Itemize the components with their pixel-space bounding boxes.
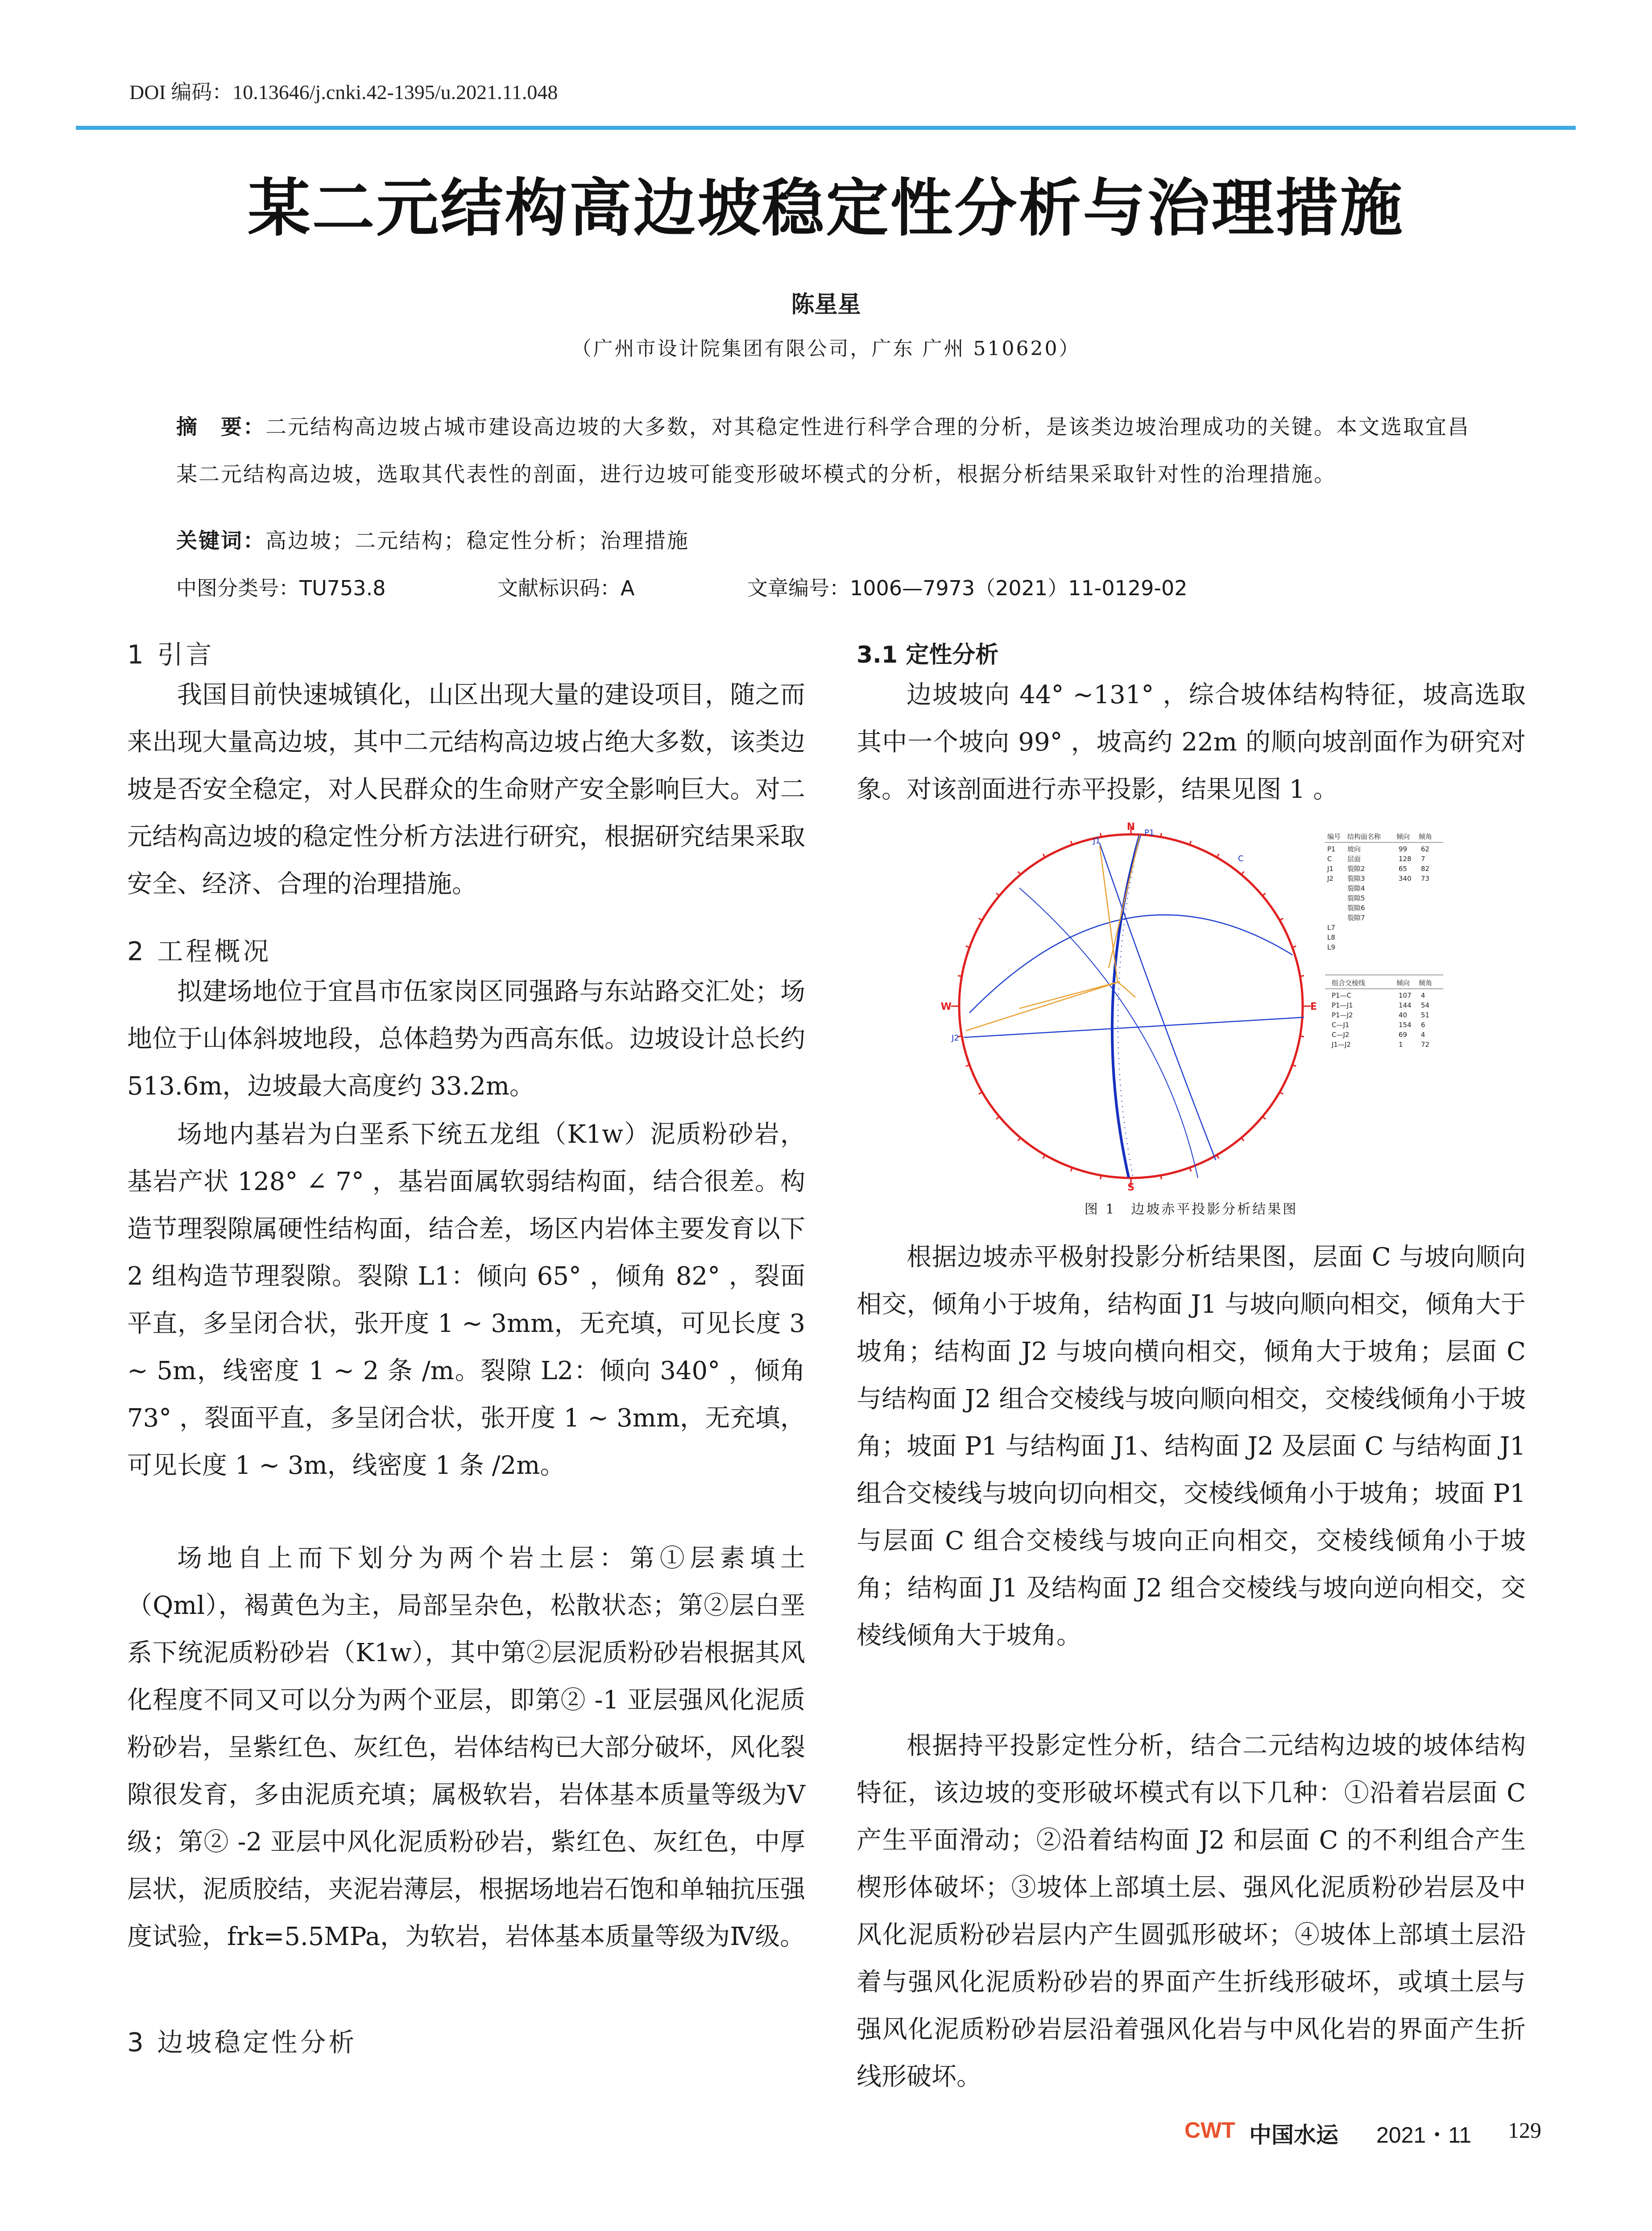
article-title: 某二元结构高边坡稳定性分析与治理措施 xyxy=(248,172,1404,245)
t1-r5-c1: 裂隙5 xyxy=(1347,894,1365,902)
t2-r5-c0: J1—J2 xyxy=(1332,1041,1351,1049)
t2-r3-c0: C—J1 xyxy=(1332,1021,1350,1029)
tick-220 xyxy=(1018,1138,1021,1141)
tick-100 xyxy=(1300,1036,1304,1037)
section-1-title: 1 引言 xyxy=(127,639,215,670)
tick-130 xyxy=(1263,1116,1266,1119)
footer-brand-cwt: CWT xyxy=(1184,2118,1235,2143)
t1-r3-c2: 340 xyxy=(1399,875,1412,883)
doi-line: DOI 编码：10.13646/j.cnki.42-1395/u.2021.11.048 xyxy=(129,81,558,104)
t1-r2-c0: J1 xyxy=(1327,865,1333,873)
t1-r3-c3: 73 xyxy=(1421,875,1430,883)
t2-r5-c2: 72 xyxy=(1421,1041,1430,1049)
t1-r1-c2: 128 xyxy=(1399,855,1412,863)
tick-10 xyxy=(1161,833,1162,837)
keywords-label: 关键词： xyxy=(176,529,265,553)
tick-60 xyxy=(1279,918,1283,921)
t2-r3-c1: 154 xyxy=(1399,1021,1412,1029)
t2-h-dipdir: 倾向 xyxy=(1396,979,1410,987)
t2-h-dip: 倾角 xyxy=(1419,979,1433,987)
t1-r9-c0: L8 xyxy=(1327,933,1335,941)
t2-r4-c0: C—J2 xyxy=(1332,1031,1350,1039)
primitive-circle xyxy=(959,834,1303,1178)
tick-330 xyxy=(1043,854,1045,858)
t2-r2-c2: 51 xyxy=(1421,1011,1430,1019)
compass-south-label: S xyxy=(1127,1182,1134,1191)
t2-r1-c0: P1—J1 xyxy=(1332,1001,1353,1009)
t1-r0-c2: 99 xyxy=(1399,845,1408,853)
t1-r10-c0: L9 xyxy=(1327,943,1335,951)
t2-r0-c1: 107 xyxy=(1399,991,1412,999)
degree-ticks xyxy=(951,826,1311,1186)
article-number: 文章编号：1006—7973（2021）11-0129-02 xyxy=(747,576,1188,600)
t1-r0-c1: 坡向 xyxy=(1347,845,1361,853)
tick-210 xyxy=(1043,1155,1045,1158)
footer-issue-date: 2021・11 xyxy=(1376,2123,1472,2148)
tick-320 xyxy=(1018,871,1021,875)
tick-40 xyxy=(1241,871,1244,875)
tick-140 xyxy=(1241,1138,1244,1141)
t1-h-id: 编号 xyxy=(1327,833,1341,841)
keywords-text: 高边坡；二元结构；稳定性分析；治理措施 xyxy=(265,529,689,553)
t1-h-dipdir: 倾向 xyxy=(1396,833,1410,841)
t1-r2-c2: 65 xyxy=(1399,865,1408,873)
intersection-line-table xyxy=(1325,975,1443,1049)
t1-r3-c0: J2 xyxy=(1327,875,1333,883)
section-3-1-paragraph-2: 根据边坡赤平极射投影分析结果图，层面 C 与坡向顺向相交，倾角小于坡角，结构面 J1 与坡向顺向相交，倾角大于坡角；结构面 J2 与坡向横向相交，倾角大于坡角；层面 C 与结构面 J2 组合交棱线与坡向顺向相交，交棱线倾角小于坡角；坡面 P1 与结构面 J1、结构面 J2 及层面 C 与结构面 J1 组合交棱线与坡向切向相交，交棱线倾角小于坡角；坡面 P1 与层面 C 组合交棱线与坡向正向相交，交棱线倾角小于坡角；结构面 J1 及结构面 J2 组合交棱线与坡向逆向相交，交棱线倾角大于坡角。 xyxy=(857,1243,1526,1650)
abstract-label: 摘 要： xyxy=(176,415,265,440)
t1-r3-c1: 裂隙3 xyxy=(1347,875,1365,883)
header-rule xyxy=(76,126,1576,130)
tick-310 xyxy=(996,893,999,896)
tick-300 xyxy=(979,918,982,921)
t2-r4-c2: 4 xyxy=(1421,1031,1425,1039)
t1-r2-c1: 裂隙2 xyxy=(1347,865,1365,873)
structural-plane-table xyxy=(1325,833,1443,951)
slope-plane-p1-arc xyxy=(1112,835,1140,1178)
author-name: 陈星星 xyxy=(791,291,861,318)
tick-50 xyxy=(1263,893,1266,896)
t1-r0-c3: 62 xyxy=(1421,845,1430,853)
figure-1-caption: 图 1 边坡赤平投影分析结果图 xyxy=(1084,1202,1298,1217)
label-p1: P1 xyxy=(1144,828,1155,838)
clc-number: 中图分类号：TU753.8 xyxy=(176,576,386,600)
section-1-paragraph-1: 我国目前快速城镇化，山区出现大量的建设项目，随之而来出现大量高边坡，其中二元结构高边坡占绝大多数，该类边坡是否安全稳定，对人民群众的生命财产安全影响巨大。对二元结构高边坡的稳定性分析方法进行研究，根据研究结果采取安全、经济、合理的治理措施。 xyxy=(127,680,805,899)
t1-r6-c1: 裂隙6 xyxy=(1347,904,1365,912)
t2-h-pair: 组合交棱线 xyxy=(1332,979,1366,987)
t1-h-dip: 倾角 xyxy=(1419,833,1433,841)
tick-150 xyxy=(1217,1155,1219,1158)
section-2-paragraph-3: 场地自上而下划分为两个岩土层：第①层素填土（Qml），褐黄色为主，局部呈杂色，松散状态；第②层白垩系下统泥质粉砂岩（K1w），其中第②层泥质粉砂岩根据其风化程度不同又可以分为两个亚层，即第② -1 亚层强风化泥质粉砂岩，呈紫红色、灰红色，岩体结构已大部分破坏，风化裂隙很发育，多由泥质充填；属极软岩，岩体基本质量等级为Ⅴ级；第② -2 亚层中风化泥质粉砂岩，紫红色、灰红色，中厚层状，泥质胶结，夹泥岩薄层，根据场地岩石饱和单轴抗压强度试验，frk=5.5MPa，为软岩，岩体基本质量等级为Ⅳ级。 xyxy=(127,1544,805,1951)
tick-170 xyxy=(1161,1175,1162,1179)
abstract xyxy=(176,404,1479,498)
label-c: C xyxy=(1238,854,1244,863)
tick-280 xyxy=(958,976,962,977)
section-3-1-paragraph-1: 边坡坡向 44° ~131° ，综合坡体结构特征，坡高选取其中一个坡向 99° ，坡高约 22m 的顺向坡剖面作为研究对象。对该剖面进行赤平投影，结果见图 1 。 xyxy=(857,680,1526,804)
t2-r3-c2: 6 xyxy=(1421,1021,1425,1029)
author-affiliation: （广州市设计院集团有限公司，广东 广州 510620） xyxy=(571,337,1081,360)
t2-r5-c1: 1 xyxy=(1399,1041,1403,1049)
tick-80 xyxy=(1300,976,1304,977)
keywords xyxy=(176,524,689,554)
document-code: 文献标识码：A xyxy=(497,576,635,600)
section-3-1-title: 3.1 定性分析 xyxy=(857,642,999,668)
bedding-plane-c-arc xyxy=(969,915,1292,1013)
section-2-paragraph-2: 场地内基岩为白垩系下统五龙组（K1w）泥质粉砂岩，基岩产状 128° ∠ 7° ，基岩面属软弱结构面，结合很差。构造节理裂隙属硬性结构面，结合差，场区内岩体主要发育以下 2 组构造节理裂隙。裂隙 L1：倾向 65° ，倾角 82° ，裂面平直，多呈闭合状，张开度 1 ~ 3mm，无充填，可见长度 3 ~ 5m，线密度 1 ~ 2 条 /m。裂隙 L2：倾向 340° ，倾角 73° ，裂面平直，多呈闭合状，张开度 1 ~ 3mm，无充填，可见长度 1 ~ 3m，线密度 1 条 /2m。 xyxy=(127,1120,805,1480)
t1-r7-c1: 裂隙7 xyxy=(1347,914,1365,922)
footer-journal-name: 中国水运 xyxy=(1249,2122,1338,2148)
section-3-title: 3 边坡稳定性分析 xyxy=(127,2027,357,2057)
t1-r4-c1: 裂隙4 xyxy=(1347,884,1365,892)
compass-east-label: E xyxy=(1310,1001,1317,1012)
t1-h-name: 结构面名称 xyxy=(1347,833,1381,841)
footer-page-number: 129 xyxy=(1508,2118,1541,2143)
label-j2: J2 xyxy=(952,1033,959,1043)
compass-west-label: W xyxy=(940,1001,952,1012)
t2-r2-c0: P1—J2 xyxy=(1332,1011,1353,1019)
tick-120 xyxy=(1279,1092,1283,1095)
label-j1: J1 xyxy=(1093,836,1101,846)
section-2-title: 2 工程概况 xyxy=(127,936,272,966)
tick-30 xyxy=(1217,854,1219,858)
tick-240 xyxy=(979,1092,982,1095)
t2-r0-c2: 4 xyxy=(1421,991,1425,999)
t1-r1-c3: 7 xyxy=(1421,855,1425,863)
t1-r1-c0: C xyxy=(1327,855,1332,863)
t2-r2-c1: 40 xyxy=(1399,1011,1408,1019)
stereographic-projection-figure xyxy=(930,821,1466,1191)
t2-r1-c2: 54 xyxy=(1421,1001,1430,1009)
t2-r1-c1: 144 xyxy=(1399,1001,1412,1009)
compass-north-label: N xyxy=(1126,821,1135,833)
section-2-paragraph-1: 拟建场地位于宜昌市伍家岗区同强路与东站路交汇处；场地位于山体斜坡地段，总体趋势为西高东低。边坡设计总长约 513.6m，边坡最大高度约 33.2m。 xyxy=(127,977,805,1101)
t2-r0-c0: P1—C xyxy=(1332,991,1352,999)
t1-r8-c0: L7 xyxy=(1327,924,1335,932)
t1-r1-c1: 层面 xyxy=(1347,855,1361,863)
t1-r2-c3: 82 xyxy=(1421,865,1430,873)
abstract-text: 二元结构高边坡占城市建设高边坡的大多数，对其稳定性进行科学合理的分析，是该类边坡治理成功的关键。本文选取宜昌某二元结构高边坡，选取其代表性的剖面，进行边坡可能变形破坏模式的分析，根据分析结果采取针对性的治理措施。 xyxy=(176,415,1470,487)
t2-r4-c1: 69 xyxy=(1399,1031,1408,1039)
t1-r0-c0: P1 xyxy=(1327,845,1336,853)
tick-230 xyxy=(996,1116,999,1119)
section-3-1-paragraph-3: 根据持平投影定性分析，结合二元结构边坡的坡体结构特征，该边坡的变形破坏模式有以下几种：①沿着岩层面 C 产生平面滑动；②沿着结构面 J2 和层面 C 的不利组合产生楔形体破坏；③坡体上部填土层、强风化泥质粉砂岩层及中风化泥质粉砂岩层内产生圆弧形破坏；④坡体上部填土层沿着与强风化泥质粉砂岩的界面产生折线形破坏，或填土层与强风化泥质粉砂岩层沿着强风化岩与中风化岩的界面产生折线形破坏。 xyxy=(857,1731,1526,2091)
slope-hatching xyxy=(1118,835,1140,1178)
